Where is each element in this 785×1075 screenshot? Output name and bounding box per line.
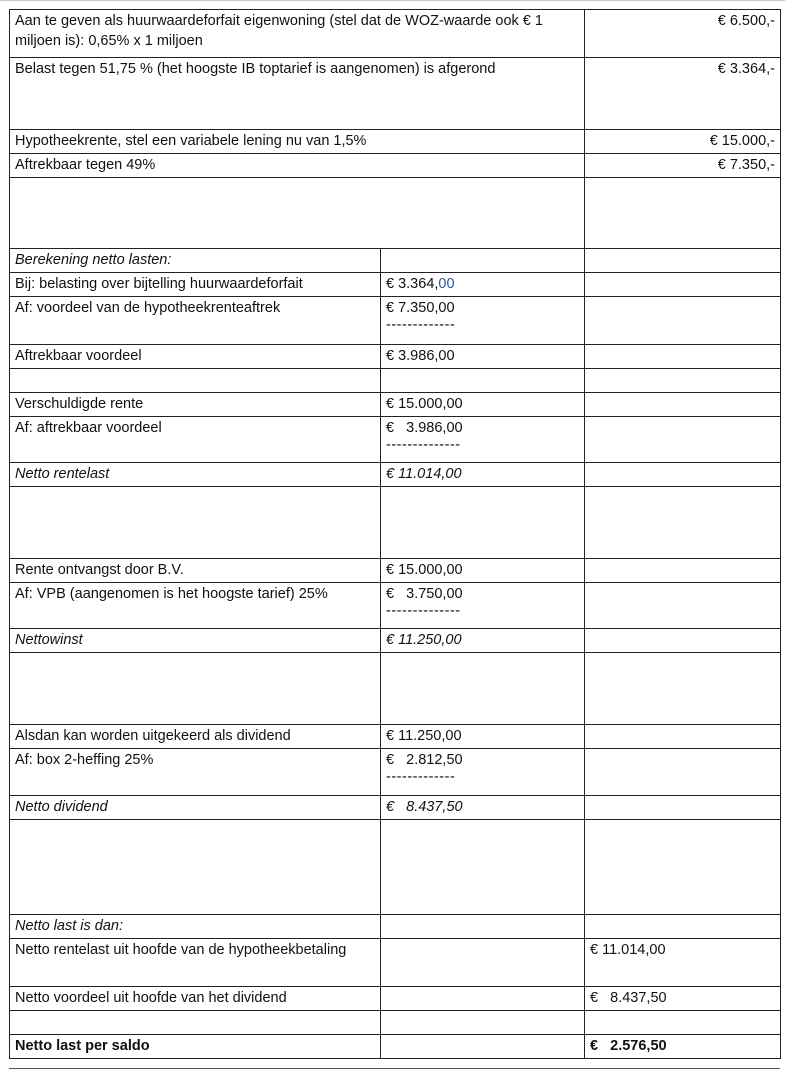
empty-row [10, 1011, 781, 1035]
amount-cell: € 8.437,50 [381, 796, 585, 820]
top-border [0, 0, 785, 1]
table-row [10, 273, 781, 297]
subtotal-dashes: ------------- [386, 769, 456, 785]
amount: € 7.350,00 [386, 300, 455, 316]
empty-row [10, 369, 781, 393]
table-row [10, 987, 781, 1011]
label-cell: Aftrekbaar voordeel [10, 345, 381, 369]
label-cell: Af: aftrekbaar voordeel [10, 417, 381, 463]
section-heading: Netto last is dan: [10, 915, 381, 939]
label-cell: Aftrekbaar tegen 49% [10, 154, 585, 178]
empty-row [10, 653, 781, 725]
section-heading-row [10, 249, 781, 273]
table-row [10, 417, 781, 463]
empty-row [10, 487, 781, 559]
label-cell: Nettowinst [10, 629, 381, 653]
value-cell: € 6.500,- [585, 10, 781, 58]
amount-cell [381, 273, 585, 297]
subtotal-dashes: -------------- [386, 437, 461, 453]
table-row [10, 583, 781, 629]
label-cell: Netto rentelast [10, 463, 381, 487]
amount-cell: € 11.250,00 [381, 629, 585, 653]
label-cell: Belast tegen 51,75 % (het hoogste IB toptarief is aangenomen) is afgerond [10, 58, 585, 130]
table-row [10, 10, 781, 58]
section-heading: Berekening netto lasten: [10, 249, 381, 273]
total-label: Netto last per saldo [10, 1035, 381, 1059]
label-cell: Verschuldigde rente [10, 393, 381, 417]
total-amount: € 2.576,50 [585, 1035, 781, 1059]
table-row [10, 58, 781, 130]
table-row [10, 345, 781, 369]
amount-cell: € 11.014,00 [585, 939, 781, 987]
value-cell: € 3.364,- [585, 58, 781, 130]
table-row [10, 939, 781, 987]
subtotal-dashes: -------------- [386, 603, 461, 619]
value-cell: € 15.000,- [585, 130, 781, 154]
label-cell: Af: VPB (aangenomen is het hoogste tarief) 25% [10, 583, 381, 629]
total-row [10, 1035, 781, 1059]
amount-cell [381, 417, 585, 463]
empty-row [10, 178, 781, 249]
value-cell: € 7.350,- [585, 154, 781, 178]
amount-cell: € 15.000,00 [381, 393, 585, 417]
amount-cell: € 15.000,00 [381, 559, 585, 583]
amount: € 3.750,00 [386, 586, 463, 602]
amount: € 3.986,00 [386, 420, 463, 436]
label-cell: Bij: belasting over bijtelling huurwaardeforfait [10, 273, 381, 297]
amount-cell: € 8.437,50 [585, 987, 781, 1011]
amount: € 3.364, [386, 276, 439, 292]
table-row [10, 796, 781, 820]
table-row [10, 725, 781, 749]
page-bottom-line [9, 1068, 780, 1069]
amount-cell [381, 297, 585, 345]
amount-suffix: 00 [438, 276, 455, 292]
amount-cell: € 11.250,00 [381, 725, 585, 749]
label-cell: Netto rentelast uit hoofde van de hypotheekbetaling [10, 939, 381, 987]
amount-cell: € 11.014,00 [381, 463, 585, 487]
label-cell: Aan te geven als huurwaardeforfait eigenwoning (stel dat de WOZ-waarde ook € 1 miljoen is): 0,65% x 1 miljoen [10, 10, 585, 58]
label-cell: Af: voordeel van de hypotheekrenteaftrek [10, 297, 381, 345]
table-row [10, 154, 781, 178]
label-cell: Alsdan kan worden uitgekeerd als dividend [10, 725, 381, 749]
empty-row [10, 820, 781, 915]
table-row [10, 749, 781, 796]
label-cell: Hypotheekrente, stel een variabele lening nu van 1,5% [10, 130, 585, 154]
amount-cell: € 3.986,00 [381, 345, 585, 369]
table-row [10, 130, 781, 154]
table-row [10, 463, 781, 487]
table-row [10, 629, 781, 653]
table-row [10, 559, 781, 583]
subtotal-dashes: ------------- [386, 317, 456, 333]
amount: € 2.812,50 [386, 752, 463, 768]
calculation-table [9, 9, 781, 1059]
section-heading-row [10, 915, 781, 939]
amount-cell [381, 583, 585, 629]
table-row [10, 297, 781, 345]
table-row [10, 393, 781, 417]
label-cell: Netto voordeel uit hoofde van het dividend [10, 987, 381, 1011]
label-cell: Netto dividend [10, 796, 381, 820]
label-cell: Af: box 2-heffing 25% [10, 749, 381, 796]
label-cell: Rente ontvangst door B.V. [10, 559, 381, 583]
amount-cell [381, 749, 585, 796]
